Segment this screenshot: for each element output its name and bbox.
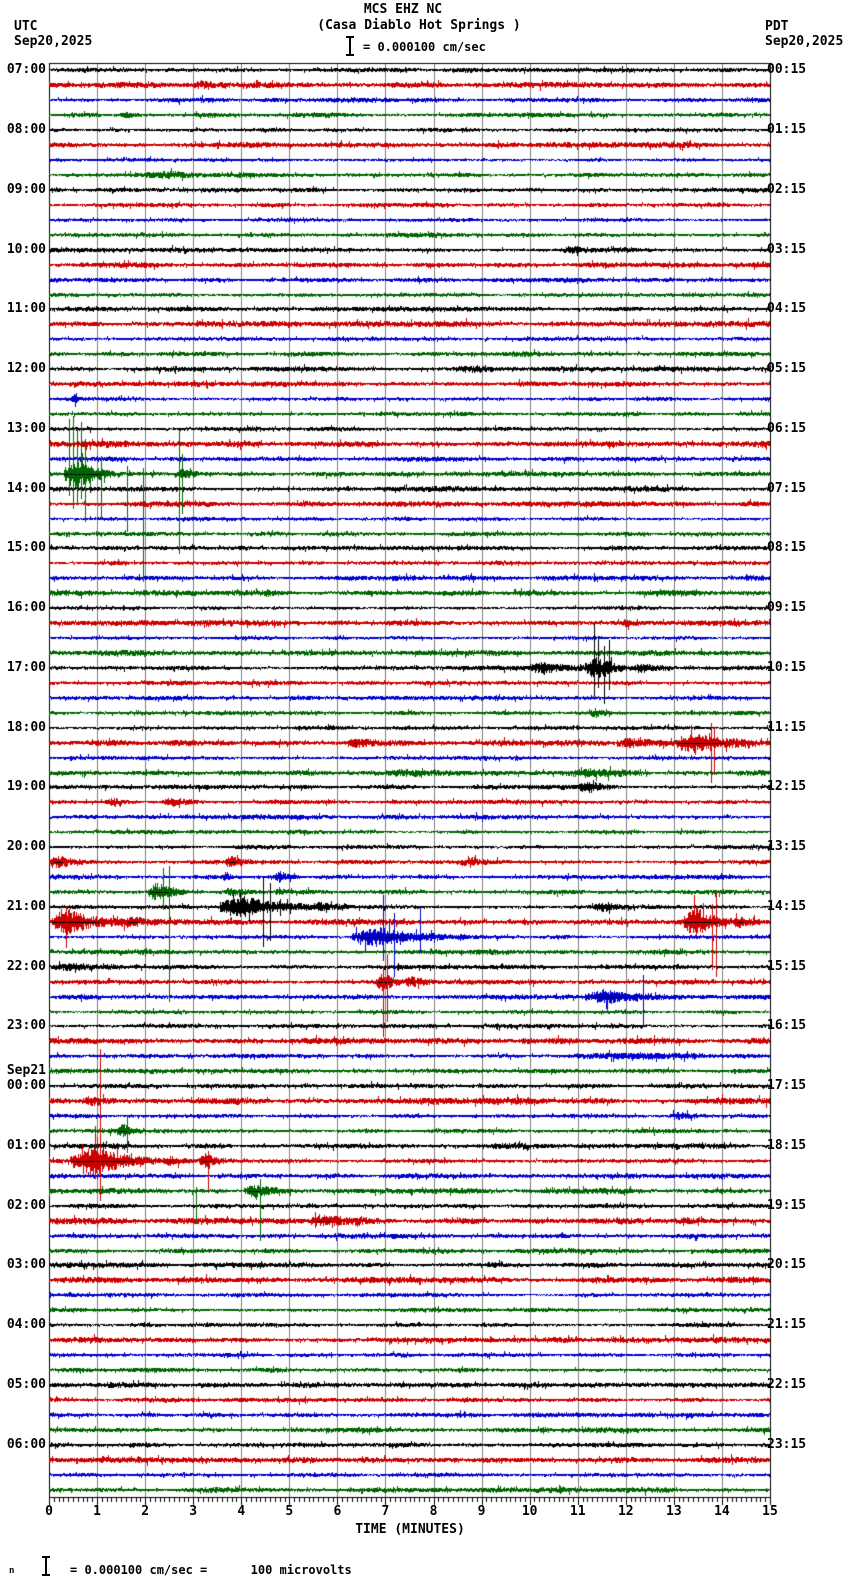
local-hour-label: 08:15 <box>767 540 807 556</box>
utc-hour-label: 17:00 <box>6 659 46 675</box>
x-tick-label: 9 <box>477 1504 486 1519</box>
utc-hour-label: 19:00 <box>6 779 46 795</box>
local-hour-label: 21:15 <box>767 1317 807 1333</box>
amplitude-scale-icon <box>346 36 354 56</box>
utc-hour-label: 00:00 <box>6 1078 46 1094</box>
local-hour-label: 07:15 <box>767 480 807 496</box>
x-tick-label: 8 <box>429 1504 438 1519</box>
local-hour-label: 13:15 <box>767 839 807 855</box>
x-tick-label: 12 <box>617 1504 634 1519</box>
local-hour-label: 04:15 <box>767 301 807 317</box>
left-date-label: Sep20,2025 <box>14 34 93 49</box>
utc-hour-label: 20:00 <box>6 839 46 855</box>
utc-hour-label: 06:00 <box>6 1436 46 1452</box>
local-hour-label: 18:15 <box>767 1137 807 1153</box>
x-tick-label: 0 <box>45 1504 53 1519</box>
station-title: MCS EHZ NC <box>363 2 443 17</box>
local-hour-label: 11:15 <box>767 719 807 735</box>
local-hour-label: 14:15 <box>767 898 807 914</box>
local-hour-label: 10:15 <box>767 659 807 675</box>
utc-hour-label: 04:00 <box>6 1317 46 1333</box>
station-subtitle: (Casa Diablo Hot Springs ) <box>317 18 521 33</box>
x-tick-label: 4 <box>237 1504 246 1519</box>
utc-hour-label: 22:00 <box>6 958 46 974</box>
amplitude-scale-label: = 0.000100 cm/sec <box>363 40 486 54</box>
local-hour-label: 16:15 <box>767 1018 807 1034</box>
local-hour-label: 09:15 <box>767 600 807 616</box>
local-hour-label: 20:15 <box>767 1257 807 1273</box>
x-tick-label: 14 <box>714 1504 730 1519</box>
utc-hour-label: 08:00 <box>6 122 46 138</box>
utc-hour-label: 07:00 <box>6 62 46 78</box>
footnote-scale-text: = 0.000100 cm/sec = 100 microvolts <box>70 1563 352 1577</box>
local-hour-label: 05:15 <box>767 361 807 377</box>
utc-hour-label: 16:00 <box>6 600 46 616</box>
local-hour-label: 22:15 <box>767 1376 807 1392</box>
footnote-scale-icon <box>42 1556 50 1576</box>
x-tick-label: 6 <box>333 1504 342 1519</box>
x-tick-label: 11 <box>569 1504 586 1519</box>
local-hour-label: 12:15 <box>767 779 807 795</box>
x-tick-label: 3 <box>189 1504 198 1519</box>
local-hour-label: 17:15 <box>767 1078 807 1094</box>
local-hour-label: 01:15 <box>767 122 807 138</box>
utc-hour-label: 03:00 <box>6 1257 46 1273</box>
utc-hour-label: 14:00 <box>6 480 46 496</box>
utc-hour-label: 13:00 <box>6 420 46 436</box>
x-tick-label: 15 <box>762 1504 778 1519</box>
x-tick-label: 10 <box>521 1504 538 1519</box>
local-hour-label: 00:15 <box>767 62 807 78</box>
utc-hour-label: 15:00 <box>6 540 46 556</box>
local-hour-label: 15:15 <box>767 958 807 974</box>
local-hour-label: 19:15 <box>767 1197 807 1213</box>
right-timezone-label: PDT <box>765 19 789 34</box>
local-hour-label: 06:15 <box>767 420 807 436</box>
x-axis-title: TIME (MINUTES) <box>355 1522 465 1537</box>
utc-hour-label: 12:00 <box>6 361 46 377</box>
x-tick-label: 5 <box>285 1504 294 1519</box>
x-tick-label: 13 <box>666 1504 682 1519</box>
utc-hour-label: 23:00 <box>6 1018 46 1034</box>
x-tick-label: 7 <box>381 1504 390 1519</box>
utc-hour-label: 01:00 <box>6 1137 46 1153</box>
utc-hour-label: 21:00 <box>6 898 46 914</box>
local-hour-label: 02:15 <box>767 181 807 197</box>
utc-hour-label: 09:00 <box>6 181 46 197</box>
left-timezone-label: UTC <box>14 19 38 34</box>
utc-hour-label: 11:00 <box>6 301 46 317</box>
utc-hour-label: 18:00 <box>6 719 46 735</box>
utc-hour-label: 05:00 <box>6 1376 46 1392</box>
utc-hour-label: 02:00 <box>6 1197 46 1213</box>
right-date-label: Sep20,2025 <box>765 34 844 49</box>
utc-hour-label: 10:00 <box>6 241 46 257</box>
local-hour-label: 03:15 <box>767 241 807 257</box>
date-change-label: Sep21 <box>6 1063 46 1079</box>
footnote-glyph: n <box>9 1566 15 1576</box>
local-hour-label: 23:15 <box>767 1436 807 1452</box>
x-tick-label: 2 <box>141 1504 150 1519</box>
x-tick-label: 1 <box>93 1504 101 1519</box>
